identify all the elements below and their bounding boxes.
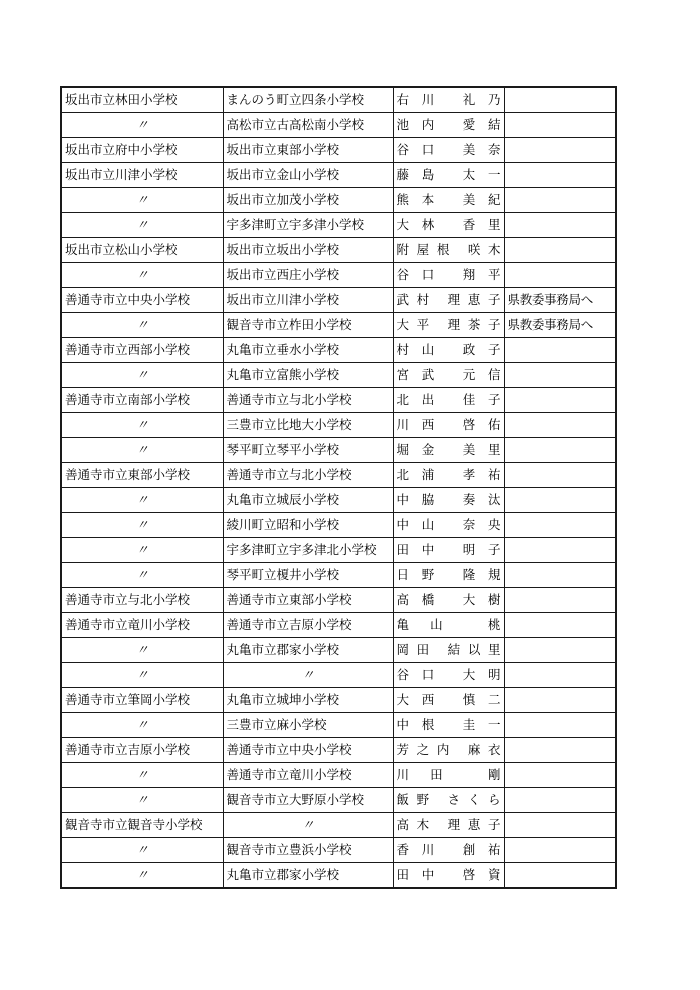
new-school-cell: 善通寺市立東部小学校 (223, 588, 393, 613)
new-school-cell: 高松市立古高松南小学校 (223, 113, 393, 138)
remarks-cell (504, 238, 616, 263)
remarks-cell (504, 138, 616, 163)
previous-school-cell: 〃 (61, 113, 223, 138)
previous-school-cell: 善通寺市立南部小学校 (61, 388, 223, 413)
new-school-cell: 坂出市立坂出小学校 (223, 238, 393, 263)
remarks-cell (504, 263, 616, 288)
new-school-cell: 丸亀市立富熊小学校 (223, 363, 393, 388)
new-school-cell: 〃 (223, 663, 393, 688)
table-row (61, 313, 616, 338)
table-row (61, 563, 616, 588)
remarks-cell (504, 663, 616, 688)
person-name-cell: 飯野 さくら (393, 788, 504, 813)
table-row (61, 513, 616, 538)
previous-school-cell: 〃 (61, 488, 223, 513)
person-name-cell: 堀金 美里 (393, 438, 504, 463)
person-name-cell: 右川 礼乃 (393, 87, 504, 113)
remarks-cell (504, 87, 616, 113)
remarks-cell (504, 413, 616, 438)
table-row (61, 413, 616, 438)
table-row (61, 613, 616, 638)
remarks-cell (504, 788, 616, 813)
previous-school-cell: 〃 (61, 788, 223, 813)
new-school-cell: 丸亀市立郡家小学校 (223, 863, 393, 889)
remarks-cell (504, 638, 616, 663)
new-school-cell: 宇多津町立宇多津北小学校 (223, 538, 393, 563)
remarks-cell (504, 363, 616, 388)
table-row (61, 588, 616, 613)
person-name-cell: 芳之内 麻衣 (393, 738, 504, 763)
person-name-cell: 池内 愛結 (393, 113, 504, 138)
remarks-cell: 県教委事務局へ (504, 288, 616, 313)
new-school-cell: 善通寺市立吉原小学校 (223, 613, 393, 638)
person-name-cell: 武村 理恵子 (393, 288, 504, 313)
remarks-cell (504, 338, 616, 363)
table-row (61, 538, 616, 563)
new-school-cell: 琴平町立榎井小学校 (223, 563, 393, 588)
remarks-cell (504, 438, 616, 463)
remarks-cell (504, 563, 616, 588)
previous-school-cell: 坂出市立松山小学校 (61, 238, 223, 263)
remarks-cell (504, 513, 616, 538)
remarks-cell (504, 763, 616, 788)
new-school-cell: 坂出市立金山小学校 (223, 163, 393, 188)
new-school-cell: 三豊市立比地大小学校 (223, 413, 393, 438)
table-row (61, 838, 616, 863)
table-row (61, 388, 616, 413)
table-row (61, 213, 616, 238)
new-school-cell: 観音寺市立柞田小学校 (223, 313, 393, 338)
previous-school-cell: 〃 (61, 263, 223, 288)
new-school-cell: 丸亀市立城辰小学校 (223, 488, 393, 513)
new-school-cell: 三豊市立麻小学校 (223, 713, 393, 738)
person-name-cell: 附屋根 咲木 (393, 238, 504, 263)
previous-school-cell: 善通寺市立吉原小学校 (61, 738, 223, 763)
person-name-cell: 北浦 孝祐 (393, 463, 504, 488)
new-school-cell: 善通寺市立与北小学校 (223, 463, 393, 488)
previous-school-cell: 〃 (61, 313, 223, 338)
previous-school-cell: 〃 (61, 663, 223, 688)
remarks-cell (504, 388, 616, 413)
previous-school-cell: 〃 (61, 713, 223, 738)
new-school-cell: 坂出市立東部小学校 (223, 138, 393, 163)
person-name-cell: 北出 佳子 (393, 388, 504, 413)
previous-school-cell: 坂出市立府中小学校 (61, 138, 223, 163)
new-school-cell: 丸亀市立垂水小学校 (223, 338, 393, 363)
person-name-cell: 日野 隆規 (393, 563, 504, 588)
table-row (61, 363, 616, 388)
person-name-cell: 田中 明子 (393, 538, 504, 563)
person-name-cell: 谷口 美奈 (393, 138, 504, 163)
person-name-cell: 大平 理茶子 (393, 313, 504, 338)
new-school-cell: 坂出市立川津小学校 (223, 288, 393, 313)
table-row (61, 138, 616, 163)
remarks-cell (504, 463, 616, 488)
person-name-cell: 中山 奈央 (393, 513, 504, 538)
person-name-cell: 大西 慎二 (393, 688, 504, 713)
previous-school-cell: 坂出市立川津小学校 (61, 163, 223, 188)
previous-school-cell: 善通寺市立西部小学校 (61, 338, 223, 363)
person-name-cell: 川田 剛 (393, 763, 504, 788)
person-name-cell: 亀山 桃 (393, 613, 504, 638)
new-school-cell: 丸亀市立城坤小学校 (223, 688, 393, 713)
remarks-cell (504, 863, 616, 889)
previous-school-cell: 〃 (61, 438, 223, 463)
table-row (61, 238, 616, 263)
new-school-cell: 綾川町立昭和小学校 (223, 513, 393, 538)
person-name-cell: 中根 圭一 (393, 713, 504, 738)
new-school-cell: 琴平町立琴平小学校 (223, 438, 393, 463)
previous-school-cell: 善通寺市立筆岡小学校 (61, 688, 223, 713)
previous-school-cell: 〃 (61, 413, 223, 438)
previous-school-cell: 善通寺市立竜川小学校 (61, 613, 223, 638)
new-school-cell: 丸亀市立郡家小学校 (223, 638, 393, 663)
person-name-cell: 村山 政子 (393, 338, 504, 363)
table-row (61, 263, 616, 288)
remarks-cell (504, 188, 616, 213)
remarks-cell: 県教委事務局へ (504, 313, 616, 338)
previous-school-cell: 〃 (61, 563, 223, 588)
previous-school-cell: 観音寺市立観音寺小学校 (61, 813, 223, 838)
table-row (61, 688, 616, 713)
person-name-cell: 藤島 太一 (393, 163, 504, 188)
previous-school-cell: 〃 (61, 513, 223, 538)
previous-school-cell: 〃 (61, 363, 223, 388)
person-name-cell: 岡田 結以里 (393, 638, 504, 663)
table-row (61, 738, 616, 763)
new-school-cell: 善通寺市立竜川小学校 (223, 763, 393, 788)
previous-school-cell: 〃 (61, 863, 223, 889)
previous-school-cell: 〃 (61, 763, 223, 788)
remarks-cell (504, 163, 616, 188)
new-school-cell: 〃 (223, 813, 393, 838)
previous-school-cell: 〃 (61, 538, 223, 563)
remarks-cell (504, 113, 616, 138)
previous-school-cell: 〃 (61, 188, 223, 213)
new-school-cell: まんのう町立四条小学校 (223, 87, 393, 113)
person-name-cell: 田中 啓資 (393, 863, 504, 889)
person-name-cell: 香川 創祐 (393, 838, 504, 863)
remarks-cell (504, 738, 616, 763)
table-body (61, 87, 616, 888)
table-row (61, 488, 616, 513)
previous-school-cell: 〃 (61, 838, 223, 863)
person-name-cell: 宮武 元信 (393, 363, 504, 388)
remarks-cell (504, 538, 616, 563)
remarks-cell (504, 813, 616, 838)
new-school-cell: 宇多津町立宇多津小学校 (223, 213, 393, 238)
new-school-cell: 善通寺市立与北小学校 (223, 388, 393, 413)
new-school-cell: 観音寺市立大野原小学校 (223, 788, 393, 813)
person-name-cell: 谷口 大明 (393, 663, 504, 688)
remarks-cell (504, 713, 616, 738)
person-name-cell: 熊本 美紀 (393, 188, 504, 213)
remarks-cell (504, 488, 616, 513)
table-row (61, 438, 616, 463)
new-school-cell: 善通寺市立中央小学校 (223, 738, 393, 763)
previous-school-cell: 善通寺市立東部小学校 (61, 463, 223, 488)
table-row (61, 188, 616, 213)
remarks-cell (504, 688, 616, 713)
person-name-cell: 大林 香里 (393, 213, 504, 238)
person-name-cell: 高木 理恵子 (393, 813, 504, 838)
new-school-cell: 観音寺市立豊浜小学校 (223, 838, 393, 863)
previous-school-cell: 善通寺市立与北小学校 (61, 588, 223, 613)
remarks-cell (504, 838, 616, 863)
table-row (61, 87, 616, 113)
table-row (61, 663, 616, 688)
table-row (61, 813, 616, 838)
table-row (61, 863, 616, 889)
table-row (61, 763, 616, 788)
remarks-cell (504, 588, 616, 613)
person-name-cell: 中脇 奏汰 (393, 488, 504, 513)
transfer-roster-table (60, 86, 617, 889)
table-row (61, 788, 616, 813)
person-name-cell: 川西 啓佑 (393, 413, 504, 438)
table-row (61, 163, 616, 188)
table-row (61, 638, 616, 663)
previous-school-cell: 〃 (61, 213, 223, 238)
previous-school-cell: 〃 (61, 638, 223, 663)
table-row (61, 113, 616, 138)
table-row (61, 288, 616, 313)
table-row (61, 713, 616, 738)
person-name-cell: 谷口 翔平 (393, 263, 504, 288)
new-school-cell: 坂出市立加茂小学校 (223, 188, 393, 213)
table-row (61, 463, 616, 488)
new-school-cell: 坂出市立西庄小学校 (223, 263, 393, 288)
person-name-cell: 高橋 大樹 (393, 588, 504, 613)
remarks-cell (504, 213, 616, 238)
previous-school-cell: 坂出市立林田小学校 (61, 87, 223, 113)
table-row (61, 338, 616, 363)
remarks-cell (504, 613, 616, 638)
previous-school-cell: 善通寺市立中央小学校 (61, 288, 223, 313)
